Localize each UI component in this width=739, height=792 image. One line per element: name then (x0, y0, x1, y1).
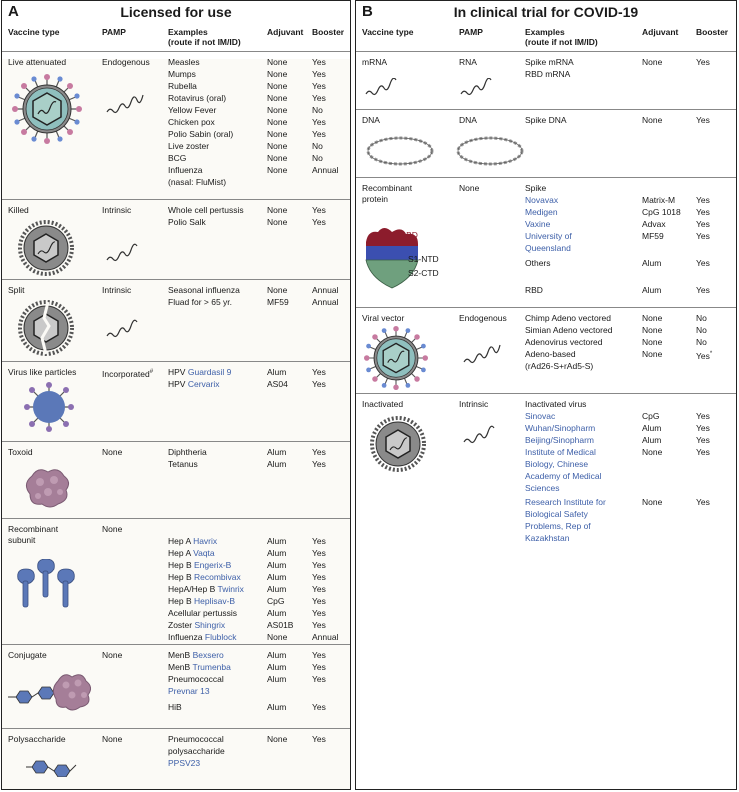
adjuvant-value: None (267, 165, 288, 175)
header-examples-route: (route if not IM/ID) (525, 37, 598, 47)
adjuvant-value: Alum (267, 650, 287, 660)
booster-value: Yes (312, 560, 326, 570)
adjuvant-value: Matrix-M (642, 195, 676, 205)
brand-name: Trumenba (192, 662, 231, 672)
type-line-1: Recombinant (8, 524, 59, 534)
booster-value: Yes (696, 57, 710, 67)
panel-b-title: In clinical trial for COVID-19 (453, 4, 639, 20)
example-item (168, 367, 231, 378)
brand-name: Vaxine (525, 219, 551, 229)
adjuvant-value: None (267, 153, 288, 163)
booster-value: Yes (312, 548, 326, 558)
adjuvant-value: Alum (642, 258, 662, 268)
booster-value: Yes (312, 734, 326, 744)
split-virus-icon (18, 300, 74, 356)
booster-value: Annual (312, 285, 339, 295)
brand-name: Beijing/Sinopharm (525, 435, 594, 445)
toxoid-protein-icon (22, 466, 74, 510)
example-item: (nasal: FluMist) (168, 177, 227, 187)
adjuvant-value: Alum (267, 367, 287, 377)
vaccine-type-label: Live attenuated (8, 57, 67, 67)
brand-name: Guardasil 9 (187, 367, 232, 377)
example-item: Simian Adeno vectored (525, 325, 613, 335)
example-item: Fluad for > 65 yr. (168, 297, 233, 307)
rna-squiggle-icon (459, 78, 495, 98)
pamp-label: Endogenous (102, 57, 150, 67)
example-item (168, 662, 231, 673)
pamp-label (102, 367, 153, 380)
adjuvant-value: Alum (267, 548, 287, 558)
example-item (168, 608, 237, 619)
example-item (168, 379, 220, 390)
example-item: Spike (525, 183, 547, 193)
example-item: Inactivated virus (525, 399, 587, 409)
header-adjuvant: Adjuvant (267, 27, 304, 37)
conjugate-icon (6, 665, 96, 715)
adjuvant-value: Alum (267, 459, 287, 469)
example-item: polysaccharide (168, 746, 225, 756)
adjuvant-value: MF59 (642, 231, 664, 241)
adjuvant-value: Alum (267, 674, 287, 684)
pamp-label: Intrinsic (459, 399, 489, 409)
brand-name: Kazakhstan (525, 533, 570, 543)
adjuvant-value: Alum (267, 447, 287, 457)
adjuvant-value: CpG 1018 (642, 207, 681, 217)
example-item: HiB (168, 702, 182, 712)
booster-value: Yes (696, 435, 710, 445)
pamp-label: None (459, 183, 480, 193)
adjuvant-value: None (267, 129, 288, 139)
vaccine-type-label: Viral vector (362, 313, 405, 323)
row-live-attenuated (2, 51, 350, 200)
panel-a-title-bar (2, 1, 350, 26)
rna-squiggle-icon (105, 242, 141, 264)
brand-name: Biology, Chinese (525, 459, 589, 469)
booster-value: Yes (312, 129, 326, 139)
booster-value: Yes (312, 702, 326, 712)
example-item (168, 548, 215, 559)
row-recombinant-protein (356, 177, 736, 308)
example-item: Yellow Fever (168, 105, 217, 115)
polysaccharide-icon (24, 757, 84, 777)
row-viral-vector (356, 307, 736, 394)
brand-name: Medigen (525, 207, 558, 217)
booster-value: Yes (312, 459, 326, 469)
example-item (168, 620, 225, 631)
vaccine-type-label (8, 524, 58, 546)
vaccine-type-label: Toxoid (8, 447, 33, 457)
adjuvant-value: None (267, 141, 288, 151)
header-booster: Booster (696, 27, 729, 37)
row-dna (356, 109, 736, 178)
row-virus-like-particles (2, 361, 350, 442)
example-name: Zoster (168, 620, 193, 630)
example-name: Hep B (168, 596, 192, 606)
example-item: Adeno-based (525, 349, 576, 359)
example-item: Whole cell pertussis (168, 205, 244, 215)
s1-ntd-label: S1-NTD (408, 254, 439, 264)
brand-name: Bexsero (192, 650, 224, 660)
booster-value: No (312, 141, 323, 151)
vlp-icon (24, 382, 74, 432)
type-line-1: Recombinant (362, 183, 413, 193)
rbd-label: RBD (400, 230, 418, 240)
booster-value: Yes (696, 195, 710, 205)
brand-name: Engerix-B (194, 560, 232, 570)
header-examples-route: (route if not IM/ID) (168, 37, 241, 47)
example-name: HPV (168, 367, 186, 377)
example-item: Adenovirus vectored (525, 337, 603, 347)
brand-name: Vaqta (193, 548, 215, 558)
booster-value: Yes (696, 115, 710, 125)
example-item (168, 536, 217, 547)
vaccine-type-label: Conjugate (8, 650, 47, 660)
example-item: Mumps (168, 69, 196, 79)
booster-value: Yes (696, 423, 710, 433)
vaccine-type-label: mRNA (362, 57, 388, 67)
booster-value: No (696, 313, 707, 323)
adjuvant-value: Alum (642, 423, 662, 433)
booster-value: Yes (696, 231, 710, 241)
brand-name: Prevnar 13 (168, 686, 210, 696)
adjuvant-value: None (642, 313, 663, 323)
adjuvant-value: None (267, 117, 288, 127)
example-item: Pneumococcal (168, 674, 224, 684)
vaccine-type-label: Polysaccharide (8, 734, 66, 744)
vaccine-type-label: Virus like particles (8, 367, 77, 377)
example-name: Influenza (168, 632, 203, 642)
example-name: Hep B (168, 560, 192, 570)
booster-value: No (696, 325, 707, 335)
panel-clinical-trial (355, 0, 737, 790)
brand-name: Shingrix (194, 620, 226, 630)
example-item: (rAd26-S+rAd5-S) (525, 361, 594, 371)
pamp-label: None (102, 447, 123, 457)
booster-value: Yes (312, 650, 326, 660)
example-item: RBD (525, 285, 543, 295)
row-recombinant-subunit (2, 518, 350, 645)
example-item: Pneumococcal (168, 734, 224, 744)
booster-value: Yes (312, 81, 326, 91)
booster-value: Yes (696, 285, 710, 295)
adjuvant-value: None (267, 93, 288, 103)
row-toxoid (2, 441, 350, 519)
plasmid-dna-icon (454, 132, 526, 170)
example-item: Diphtheria (168, 447, 207, 457)
rna-squiggle-icon (105, 92, 145, 116)
example-name: Hep A (168, 536, 191, 546)
booster-value: Yes (312, 674, 326, 684)
vaccine-type-label: Killed (8, 205, 29, 215)
adjuvant-value: Alum (267, 662, 287, 672)
brand-name: Recombivax (194, 572, 241, 582)
example-item (168, 584, 244, 595)
type-line-2: protein (362, 194, 388, 204)
example-item: Tetanus (168, 459, 198, 469)
rna-squiggle-icon (462, 344, 502, 366)
brand-name: Heplisav-B (194, 596, 236, 606)
booster-value: Yes (696, 411, 710, 421)
example-item: Chimp Adeno vectored (525, 313, 611, 323)
pamp-footnote: # (149, 369, 154, 375)
booster-value: Yes (312, 536, 326, 546)
example-item: Polio Salk (168, 217, 206, 227)
brand-name: Academy of Medical (525, 471, 602, 481)
booster-value: Yes* (696, 350, 713, 361)
rna-squiggle-icon (105, 318, 141, 340)
example-name: HPV (168, 379, 186, 389)
vaccine-type-label: Split (8, 285, 25, 295)
header-booster: Booster (312, 27, 345, 37)
pamp-text: Incorporated (102, 368, 150, 379)
booster-value: Yes (312, 367, 326, 377)
booster-value: Yes (312, 620, 326, 630)
brand-name: Twinrix (217, 584, 244, 594)
brand-name: Problems, Rep of (525, 521, 591, 531)
panel-b-letter: B (362, 3, 373, 20)
type-line-2: subunit (8, 535, 36, 545)
panel-b-title-bar (356, 1, 736, 26)
inactivated-virus-icon (370, 416, 426, 472)
vaccine-type-label: DNA (362, 115, 380, 125)
booster-value: Annual (312, 165, 339, 175)
example-item (168, 650, 224, 661)
panel-a-title: Licensed for use (120, 4, 232, 20)
mrna-squiggle-icon (364, 78, 400, 98)
adjuvant-value: None (267, 285, 288, 295)
example-item: BCG (168, 153, 187, 163)
example-item (168, 632, 237, 643)
example-item: Polio Sabin (oral) (168, 129, 234, 139)
adjuvant-value: None (642, 115, 663, 125)
example-item: Live zoster (168, 141, 210, 151)
example-item: RBD mRNA (525, 69, 571, 79)
adjuvant-value: None (267, 69, 288, 79)
example-item: Measles (168, 57, 200, 67)
row-polysaccharide (2, 728, 350, 790)
pamp-label: None (102, 650, 123, 660)
booster-value: Yes (312, 69, 326, 79)
booster-value: Yes (312, 596, 326, 606)
example-item (168, 596, 235, 607)
adjuvant-value: CpG (267, 596, 285, 606)
brand-name: Institute of Medical (525, 447, 596, 457)
booster-value: Yes (312, 93, 326, 103)
booster-value: Yes (696, 447, 710, 457)
adjuvant-value: None (267, 81, 288, 91)
header-pamp: PAMP (102, 27, 126, 37)
row-inactivated (356, 393, 736, 790)
adjuvant-value: MF59 (267, 297, 289, 307)
example-name: MenB (168, 662, 191, 672)
adjuvant-value: Alum (642, 435, 662, 445)
brand-name: Flublock (204, 632, 237, 642)
booster-value: Yes (312, 608, 326, 618)
example-item: Others (525, 258, 551, 268)
adjuvant-value: Alum (267, 584, 287, 594)
example-name: Hep B (168, 572, 192, 582)
brand-name: Havrix (193, 536, 218, 546)
example-name: MenB (168, 650, 191, 660)
recombinant-protein-icon (12, 559, 82, 615)
adjuvant-value: Alum (642, 285, 662, 295)
row-conjugate (2, 644, 350, 729)
example-item: Spike DNA (525, 115, 567, 125)
booster-value: Yes (312, 447, 326, 457)
brand-name: Wuhan/Sinopharm (525, 423, 596, 433)
pamp-label: RNA (459, 57, 477, 67)
adjuvant-value: CpG (642, 411, 660, 421)
header-examples: Examples (168, 27, 208, 37)
pamp-label: None (102, 524, 123, 534)
plasmid-dna-icon (364, 132, 436, 170)
adjuvant-value: None (642, 497, 663, 507)
booster-value: Yes (696, 207, 710, 217)
booster-value: Yes (312, 379, 326, 389)
adjuvant-value: None (642, 447, 663, 457)
header-examples: Examples (525, 27, 565, 37)
adjuvant-value: AS01B (267, 620, 294, 630)
brand-name: Cervarix (187, 379, 220, 389)
pamp-label: DNA (459, 115, 477, 125)
adjuvant-value: None (267, 734, 288, 744)
brand-name: Sciences (525, 483, 560, 493)
booster-value: No (696, 337, 707, 347)
adjuvant-value: Advax (642, 219, 666, 229)
example-item: Seasonal influenza (168, 285, 240, 295)
pamp-label: None (102, 734, 123, 744)
killed-virus-icon (18, 220, 74, 276)
adjuvant-value: Alum (267, 560, 287, 570)
booster-value: Annual (312, 297, 339, 307)
pamp-label: Intrinsic (102, 285, 132, 295)
booster-value: Yes (312, 57, 326, 67)
live-virus-icon (12, 74, 82, 144)
row-mrna (356, 51, 736, 110)
example-item (168, 560, 231, 571)
booster-value: Yes (312, 584, 326, 594)
booster-value: Yes (312, 117, 326, 127)
adjuvant-value: None (267, 57, 288, 67)
booster-value: Yes (312, 662, 326, 672)
booster-value: No (312, 153, 323, 163)
booster-footnote: * (709, 351, 713, 357)
brand-name: Biological Safety (525, 509, 588, 519)
booster-value: No (312, 105, 323, 115)
header-vaccine-type: Vaccine type (362, 27, 414, 37)
header-adjuvant: Adjuvant (642, 27, 679, 37)
example-item: Spike mRNA (525, 57, 574, 67)
brand-name: University of (525, 231, 572, 241)
adjuvant-value: None (267, 205, 288, 215)
adjuvant-value: None (642, 337, 663, 347)
pamp-label: Intrinsic (102, 205, 132, 215)
brand-name: PPSV23 (168, 758, 201, 768)
brand-name: Sinovac (525, 411, 556, 421)
booster-value: Yes (312, 205, 326, 215)
booster-value: Yes (696, 258, 710, 268)
rna-squiggle-icon (462, 424, 498, 446)
adjuvant-value: None (267, 105, 288, 115)
s2-ctd-label: S2-CTD (408, 268, 439, 278)
example-item: Chicken pox (168, 117, 215, 127)
example-item (168, 572, 241, 583)
adjuvant-value: Alum (267, 608, 287, 618)
brand-name: Queensland (525, 243, 571, 253)
adjuvant-value: Alum (267, 572, 287, 582)
booster-value: Yes (696, 497, 710, 507)
adjuvant-value: None (642, 57, 663, 67)
panel-a-letter: A (8, 3, 19, 20)
adjuvant-value: None (642, 349, 663, 359)
adjuvant-value: None (267, 632, 288, 642)
brand-name: Research Institute for (525, 497, 606, 507)
adjuvant-value: None (267, 217, 288, 227)
pamp-label: Endogenous (459, 313, 507, 323)
booster-value: Annual (312, 632, 339, 642)
booster-value: Yes (312, 217, 326, 227)
header-vaccine-type: Vaccine type (8, 27, 60, 37)
example-item: Influenza (168, 165, 203, 175)
adjuvant-value: None (642, 325, 663, 335)
example-item: Rubella (168, 81, 197, 91)
booster-value: Yes (696, 219, 710, 229)
header-pamp: PAMP (459, 27, 483, 37)
brand-name: Novavax (525, 195, 559, 205)
row-killed (2, 199, 350, 280)
booster-value: Yes (312, 572, 326, 582)
adjuvant-value: AS04 (267, 379, 288, 389)
adjuvant-value: Alum (267, 536, 287, 546)
vaccine-type-label (362, 183, 412, 205)
row-split (2, 279, 350, 362)
vaccine-type-label: Inactivated (362, 399, 404, 409)
adjuvant-value: Alum (267, 702, 287, 712)
example-name: Hep A (168, 548, 191, 558)
example-name: HepA/Hep B (168, 584, 216, 594)
viral-vector-icon (364, 326, 428, 390)
example-name: Acellular pertussis (168, 608, 237, 618)
example-item: Rotavirus (oral) (168, 93, 227, 103)
panel-licensed (1, 0, 351, 790)
